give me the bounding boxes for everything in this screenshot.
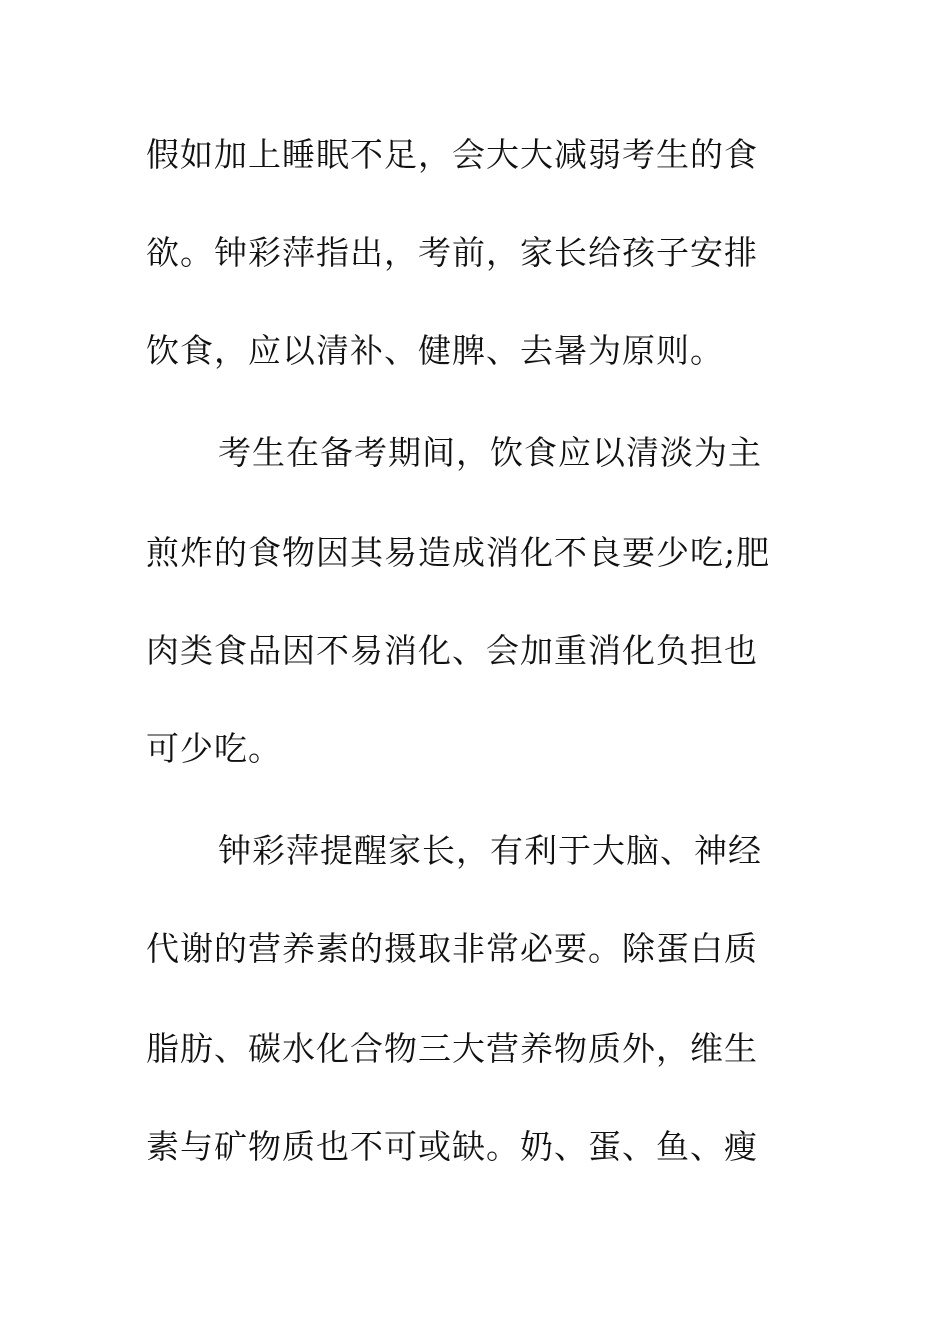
text-line: 欲。钟彩萍指出，考前，家长给孩子安排 [146,233,758,272]
text-line: 假如加上睡眠不足，会大大减弱考生的食 [146,135,758,174]
text-line: 饮食，应以清补、健脾、去暑为原则。 [146,331,724,370]
paragraph-start-line: 考生在备考期间，饮食应以清淡为主 [218,433,762,472]
text-line: 素与矿物质也不可或缺。奶、蛋、鱼、瘦 [146,1127,758,1166]
text-line: 脂肪、碳水化合物三大营养物质外，维生 [146,1029,758,1068]
text-line: 可少吃。 [146,729,282,768]
text-line: 煎炸的食物因其易造成消化不良要少吃;肥 [146,533,771,572]
text-line: 代谢的营养素的摄取非常必要。除蛋白质 [146,929,758,968]
text-line: 肉类食品因不易消化、会加重消化负担也 [146,631,758,670]
paragraph-start-line: 钟彩萍提醒家长，有利于大脑、神经 [218,831,762,870]
